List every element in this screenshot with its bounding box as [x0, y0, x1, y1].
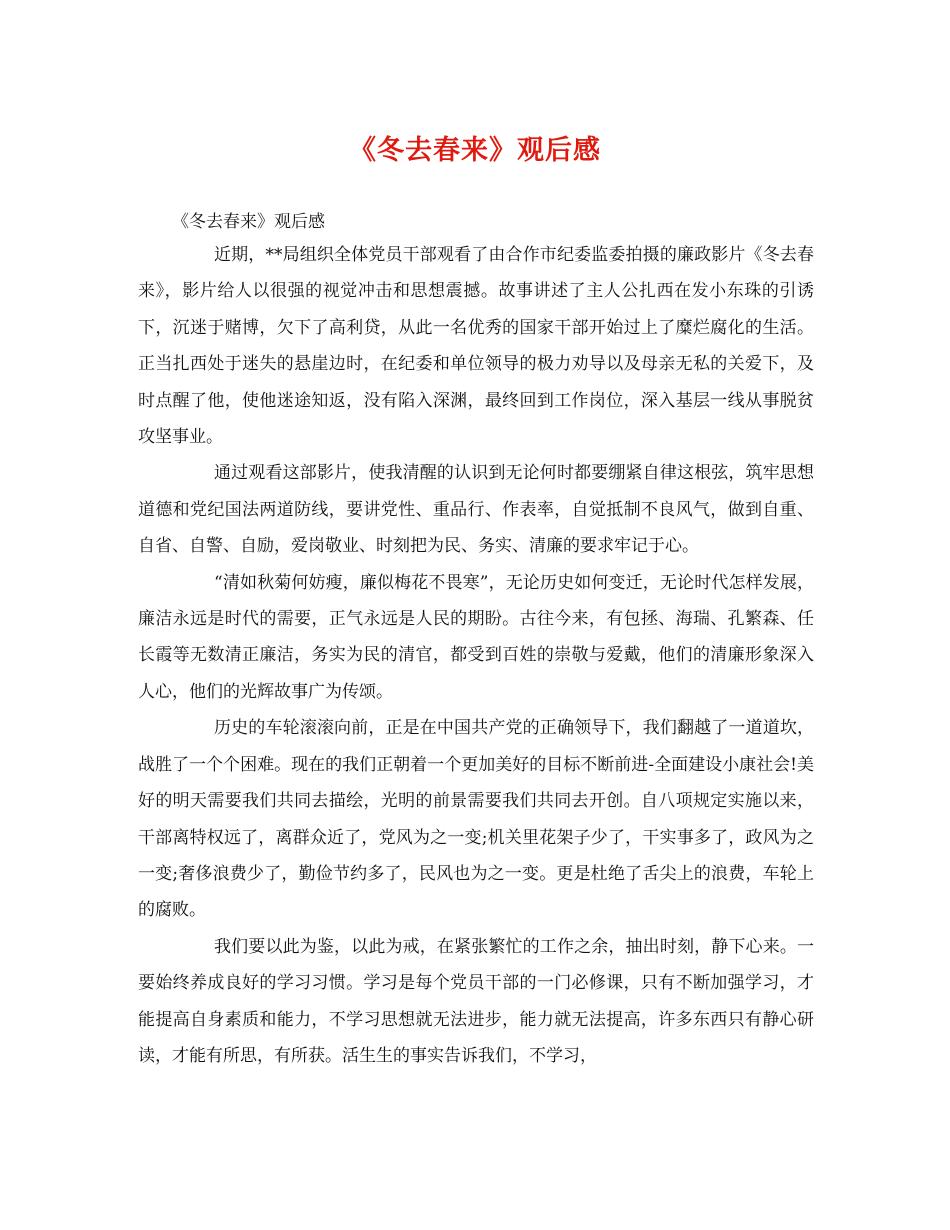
document-title: 《冬去春来》观后感 [349, 135, 601, 166]
paragraph-3: “清如秋菊何妨瘦，廉似梅花不畏寒”，无论历史如何变迁，无论时代怎样发展，廉洁永远是时代的需要，正气永远是人民的期盼。古往今来，有包拯、海瑞、孔繁森、任长霞等无数清正廉洁，务实为民的清官，都受到百姓的崇敬与爱戴，他们的清廉形象深入人心，他们的光辉故事广为传颂。 [138, 572, 814, 702]
paragraph-4: 历史的车轮滚滚向前，正是在中国共产党的正确领导下，我们翻越了一道道坎，战胜了一个个困难。现在的我们正朝着一个更加美好的目标不断前进-全面建设小康社会!美好的明天需要我们共同去描绘，光明的前景需要我们共同去开创。自八项规定实施以来，干部离特权远了，离群众近了，党风为之一变;机关里花架子少了，干实事多了，政风为之一变;奢侈浪费少了，勤俭节约多了，民风也为之一变。更是杜绝了舌尖上的浪费，车轮上的腐败。 [138, 718, 814, 921]
paragraph-5: 我们要以此为鉴，以此为戒，在紧张繁忙的工作之余，抽出时刻，静下心来。一要始终养成良好的学习习惯。学习是每个党员干部的一门必修课，只有不断加强学习，才能提高自身素质和能力，不学习思想就无法进步，能力就无法提高，许多东西只有静心研读，才能有所思，有所获。活生生的事实告诉我们，不学习， [138, 936, 814, 1066]
paragraph-2: 通过观看这部影片，使我清醒的认识到无论何时都要绷紧自律这根弦，筑牢思想道德和党纪国法两道防线，要讲党性、重品行、作表率，自觉抵制不良风气，做到自重、自省、自警、自励，爱岗敬业、时刻把为民、务实、清廉的要求牢记于心。 [138, 463, 814, 557]
document-subtitle: 《冬去春来》观后感 [172, 212, 325, 232]
document-body [138, 237, 814, 1074]
paragraph-1: 近期，**局组织全体党员干部观看了由合作市纪委监委拍摄的廉政影片《冬去春来》，影片给人以很强的视觉冲击和思想震撼。故事讲述了主人公扎西在发小东珠的引诱下，沉迷于赌博，欠下了高利贷，从此一名优秀的国家干部开始过上了糜烂腐化的生活。正当扎西处于迷失的悬崖边时，在纪委和单位领导的极力劝导以及母亲无私的关爱下，及时点醒了他，使他迷途知返，没有陷入深渊，最终回到工作岗位，深入基层一线从事脱贫攻坚事业。 [138, 245, 814, 448]
